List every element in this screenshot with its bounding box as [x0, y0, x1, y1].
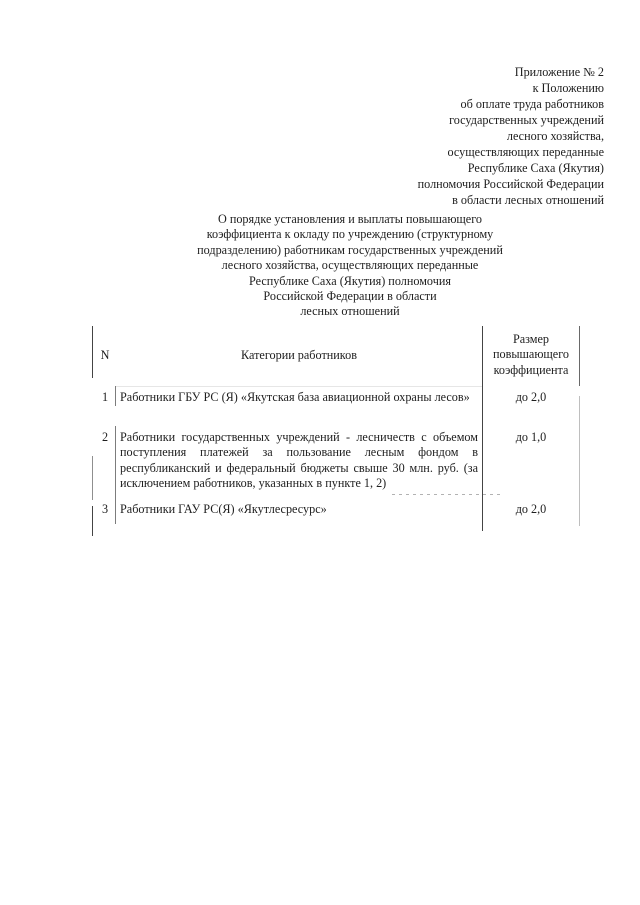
appendix-line: полномочия Российской Федерации: [417, 177, 604, 191]
table-border-left: [92, 326, 93, 378]
row-coefficient: до 2,0: [515, 390, 547, 404]
row-category: Работники ГБУ РС (Я) «Якутская база авиационной охраны лесов»: [120, 390, 470, 404]
appendix-line: к Положению: [532, 81, 604, 95]
appendix-line: государственных учреждений: [449, 113, 604, 127]
title-line: Российской Федерации в области: [263, 289, 437, 304]
table-border-col1: [115, 426, 116, 524]
appendix-line: лесного хозяйства,: [506, 129, 604, 143]
header-number: N: [100, 348, 110, 362]
title-line: коэффициента к окладу по учреждению (структурному: [206, 227, 494, 242]
header-coefficient-line: коэффициента: [493, 362, 569, 377]
header-coefficient-line: Размер: [512, 332, 550, 346]
table-border-left: [92, 506, 93, 536]
document-title: [170, 212, 530, 320]
appendix-line: об оплате труда работников: [460, 97, 604, 111]
title-line: подразделению) работникам государственных учреждений: [197, 242, 503, 257]
coefficients-table: [92, 326, 580, 536]
appendix-line: в области лесных отношений: [452, 193, 604, 207]
row-number: 3: [101, 502, 109, 516]
row-coefficient: до 1,0: [515, 430, 547, 444]
header-coefficient: [482, 332, 580, 378]
table-border-col1: [115, 386, 116, 406]
row-number: 2: [101, 430, 109, 444]
header-category: Категории работников: [241, 348, 357, 362]
table-border-left: [92, 456, 93, 500]
title-line: О порядке установления и выплаты повышающего: [217, 212, 483, 226]
appendix-line: Республике Саха (Якутия): [467, 161, 604, 175]
title-line: лесных отношений: [300, 304, 400, 319]
appendix-line: осуществляющих переданные: [447, 145, 604, 159]
title-line: Республике Саха (Якутия) полномочия: [249, 273, 451, 288]
row-number: 1: [101, 390, 109, 404]
appendix-header: [284, 64, 604, 208]
table-row-divider: [116, 386, 482, 387]
row-category: Работники ГАУ РС(Я) «Якутлесресурс»: [120, 502, 327, 516]
header-coefficient-line: повышающего: [492, 347, 570, 362]
table-row-divider: [392, 494, 502, 495]
row-coefficient: до 2,0: [515, 502, 547, 516]
appendix-line: Приложение № 2: [514, 65, 604, 79]
row-category: Работники государственных учреждений - лесничеств с объемом поступления платежей за пользование лесным фондом в республиканский и федеральный бюджеты свыше 30 млн. руб. (за исключением работников, указанных в пункте 1, 2): [120, 430, 478, 491]
title-line: лесного хозяйства, осуществляющих переданные: [221, 258, 479, 273]
